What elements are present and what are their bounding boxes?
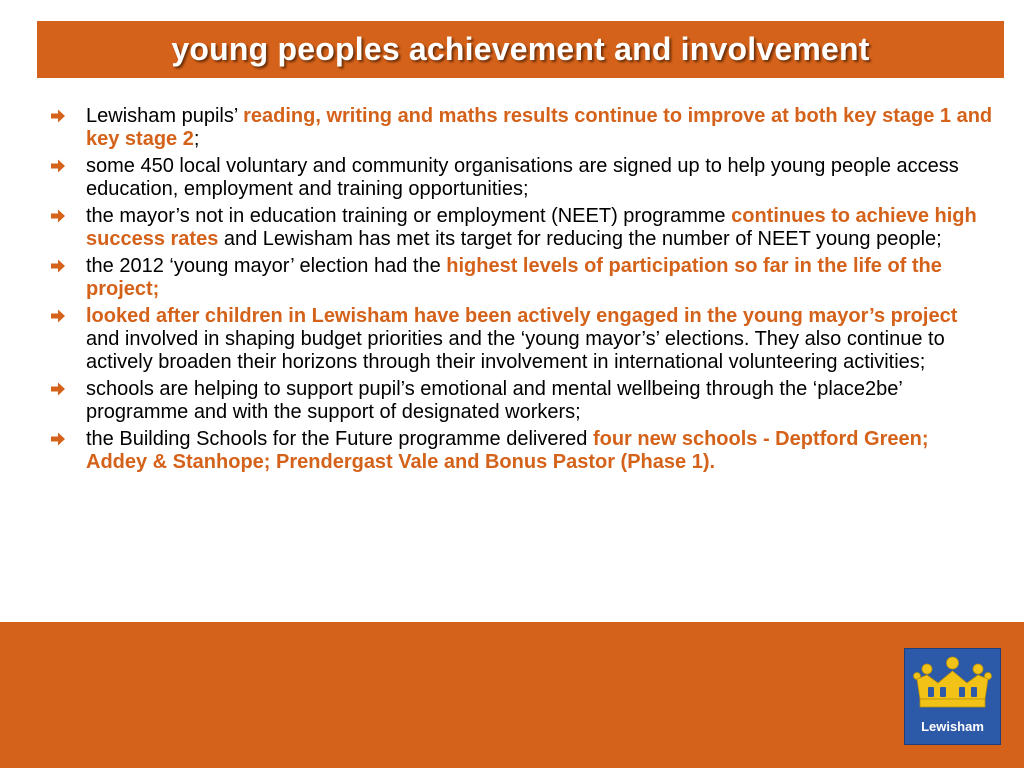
arrow-right-icon	[50, 308, 66, 324]
logo-label: Lewisham	[921, 719, 984, 734]
bullet-text: the mayor’s not in education training or employment (NEET) programme	[86, 205, 732, 227]
bullet-text: some 450 local voluntary and community organisations are signed up to help young people access education, employment and training opportunities;	[86, 155, 959, 200]
bullet-item	[48, 105, 993, 151]
bullet-text: and involved in shaping budget priorities and the ‘young mayor’s’ elections. They also continue to actively broaden their horizons through their involvement in international volunteering activities;	[86, 328, 945, 373]
bullet-item	[48, 428, 993, 474]
bullet-text: and Lewisham has met its target for reducing the number of NEET young people;	[218, 228, 942, 250]
arrow-right-icon	[50, 431, 66, 447]
bullet-text: the Building Schools for the Future programme delivered	[86, 428, 593, 450]
arrow-right-icon	[50, 158, 66, 174]
bullet-list	[48, 105, 993, 478]
bullet-item	[48, 205, 993, 251]
crown-icon	[905, 649, 1000, 719]
bullet-text: ;	[193, 128, 200, 150]
highlight-text: reading, writing and maths results continue to improve at both key stage 1 and key stage 2	[86, 105, 993, 150]
bullet-text: the 2012 ‘young mayor’ election had the	[86, 255, 447, 277]
arrow-right-icon	[50, 208, 66, 224]
bullet-item	[48, 155, 993, 201]
highlight-text: looked after children in Lewisham have been actively engaged in the young mayor’s project	[86, 305, 958, 327]
highlight-text: highest levels of participation so far in the life of the project;	[86, 255, 942, 300]
bullet-item	[48, 305, 993, 374]
title-bar	[37, 21, 1004, 78]
bullet-text: Lewisham pupils’	[86, 105, 244, 127]
footer-band	[0, 622, 1024, 768]
bullet-item	[48, 378, 993, 424]
arrow-right-icon	[50, 258, 66, 274]
bullet-text: schools are helping to support pupil’s emotional and mental wellbeing through the ‘place2be’ programme and with the support of designated workers;	[86, 378, 903, 423]
highlight-text: four new schools - Deptford Green; Addey & Stanhope; Prendergast Vale and Bonus Pastor (Phase 1).	[86, 428, 929, 473]
bullet-item	[48, 255, 993, 301]
arrow-right-icon	[50, 381, 66, 397]
highlight-text: continues to achieve high success rates	[86, 205, 977, 250]
arrow-right-icon	[50, 108, 66, 124]
slide-title: young peoples achievement and involvement	[171, 31, 870, 67]
lewisham-logo	[904, 648, 1001, 745]
